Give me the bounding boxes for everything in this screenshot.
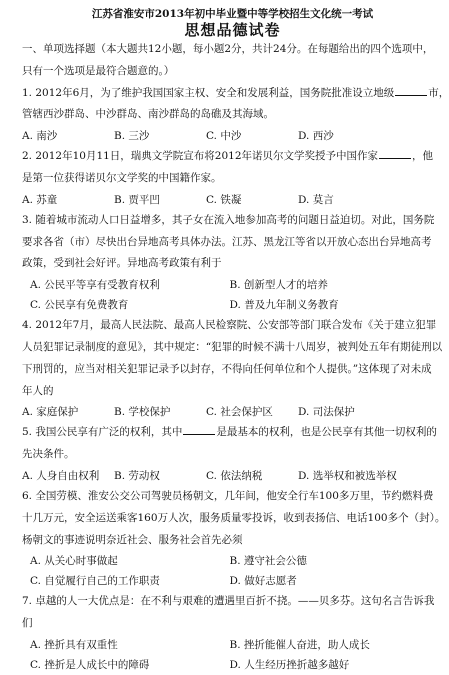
question-2 [22,146,434,190]
question-7-options-row-1 [22,635,429,655]
option-c: C. 依法纳税 [206,469,263,482]
answer-blank [183,424,215,435]
question-text: 2. 2012年10月11日，瑞典文学院宣布将2012年诺贝尔文学奖授予中国作家 [22,150,379,163]
question-line: 7. 卓越的人一大优点是：在不利与艰难的遭遇里百折不挠。——贝多芬。这句名言告诉我 [22,595,435,608]
question-line: 杨朝文的事迹说明奈近社会、服务社会首先必须 [22,533,243,546]
question-text: 1. 2012年6月，为了维护我国国家主权、安全和发展利益，国务院批准设立地级 [22,86,395,99]
question-1-options [22,126,429,146]
question-line: 要求各省（市）尽快出台异地高考具体办法。江苏、黑龙江等省以开放心态出台异地高考 [22,235,432,248]
option-d: D. 司法保护 [298,406,355,419]
question-6-options-row-2 [22,571,429,591]
question-text: 市， [428,86,449,99]
question-line: 4. 2012年7月，最高人民法院、最高人民检察院、公安部等部门联合发布《关于建立犯罪 [22,319,437,332]
question-text: 是最基本的权利，也是公民享有其他一切权利的 [216,426,437,439]
option-a: A. 南沙 [22,130,58,143]
question-2-options [22,190,429,210]
option-d: D. 选举权和被选举权 [298,469,397,482]
question-line: 下刑罚的，应当对相关犯罪记录予以封存，不得向任何单位和个人提供。”这体现了对未成 [22,362,432,375]
question-1 [22,83,449,127]
question-line: 人员犯罪记录制度的意见》，其中规定：“犯罪的时候不满十八周岁，被判处五年有期徒刑以 [22,340,443,353]
answer-blank [379,148,411,159]
option-d: D. 做好志愿者 [229,575,297,588]
question-line [22,83,449,105]
section-intro-line: 一、单项选择题（本大题共12小题，每小题2分，共计24分。在每题给出的四个选项中， [22,43,434,55]
option-d: D. 莫言 [298,193,334,206]
option-c: C. 公民享有免费教育 [30,299,129,312]
option-d: D. 西沙 [298,130,334,143]
option-b: B. 贾平凹 [114,193,160,206]
question-5 [22,422,437,466]
option-c: C. 自觉履行自己的工作职责 [30,575,160,588]
option-c: C. 社会保护区 [206,406,273,419]
subject-title: 思想品德试卷 [184,21,281,39]
option-c: C. 挫折是人成长中的障碍 [30,658,150,671]
option-a: A. 挫折具有双重性 [30,638,118,651]
option-a: A. 人身自由权利 [22,469,100,482]
option-a: A. 苏童 [22,193,58,206]
question-3-options-row-2 [22,295,429,315]
option-b: B. 三沙 [114,130,150,143]
answer-blank [395,85,427,96]
question-3 [22,210,435,275]
question-7-options-row-2 [22,655,429,675]
question-7 [22,591,435,635]
question-line: 管辖西沙群岛、中沙群岛、南沙群岛的岛礁及其海域。 [22,108,274,121]
section-intro-line: 只有一个选项是最符合题意的。） [22,64,175,77]
question-line: 十几万元，安全运送乘客160万人次，服务质量零投诉，收到表扬信、电话100多个（封）。 [22,511,446,524]
question-text: ，他 [412,150,434,163]
question-5-options [22,466,429,486]
question-line: 是第一位获得诺贝尔文学奖的中国籍作家。 [22,171,222,184]
option-c: C. 铁凝 [206,193,242,206]
section-intro [22,39,434,83]
question-line [22,422,437,444]
option-b: B. 挫折能催人奋进，助人成长 [229,638,370,651]
option-b: B. 创新型人才的培养 [229,279,328,292]
question-line [22,146,434,168]
question-4-options [22,402,429,422]
question-line: 政策，受到社会好评。异地高考政策有利于 [22,257,222,270]
question-6 [22,486,446,551]
question-3-options-row-1 [22,275,429,295]
option-d: D. 人生经历挫折越多越好 [229,658,350,671]
question-line: 6. 全国劳模、淮安公交公司驾驶员杨朝文，几年间，他安全行车100多万里，节约燃料费 [22,489,434,502]
exam-title: 江苏省淮安市2013年初中毕业暨中等学校招生文化统一考试 [91,8,374,20]
question-line: 年人的 [22,384,54,397]
question-line: 先决条件。 [22,448,75,461]
question-line: 们 [22,617,33,630]
option-b: B. 劳动权 [114,469,160,482]
question-text: 5. 我国公民享有广泛的权利，其中 [22,426,183,439]
option-d: D. 普及九年制义务教育 [229,299,339,312]
option-a: A. 家庭保护 [22,406,79,419]
option-b: B. 学校保护 [114,406,171,419]
option-b: B. 遵守社会公德 [229,555,307,568]
question-6-options-row-1 [22,551,429,571]
option-a: A. 从关心时事做起 [30,555,118,568]
option-c: C. 中沙 [206,130,242,143]
question-4 [22,315,443,402]
question-line: 3. 随着城市流动人口日益增多，其子女在流入地参加高考的问题日益迫切。对此，国务院 [22,213,435,226]
option-a: A. 公民平等享有受教育权利 [30,279,160,292]
